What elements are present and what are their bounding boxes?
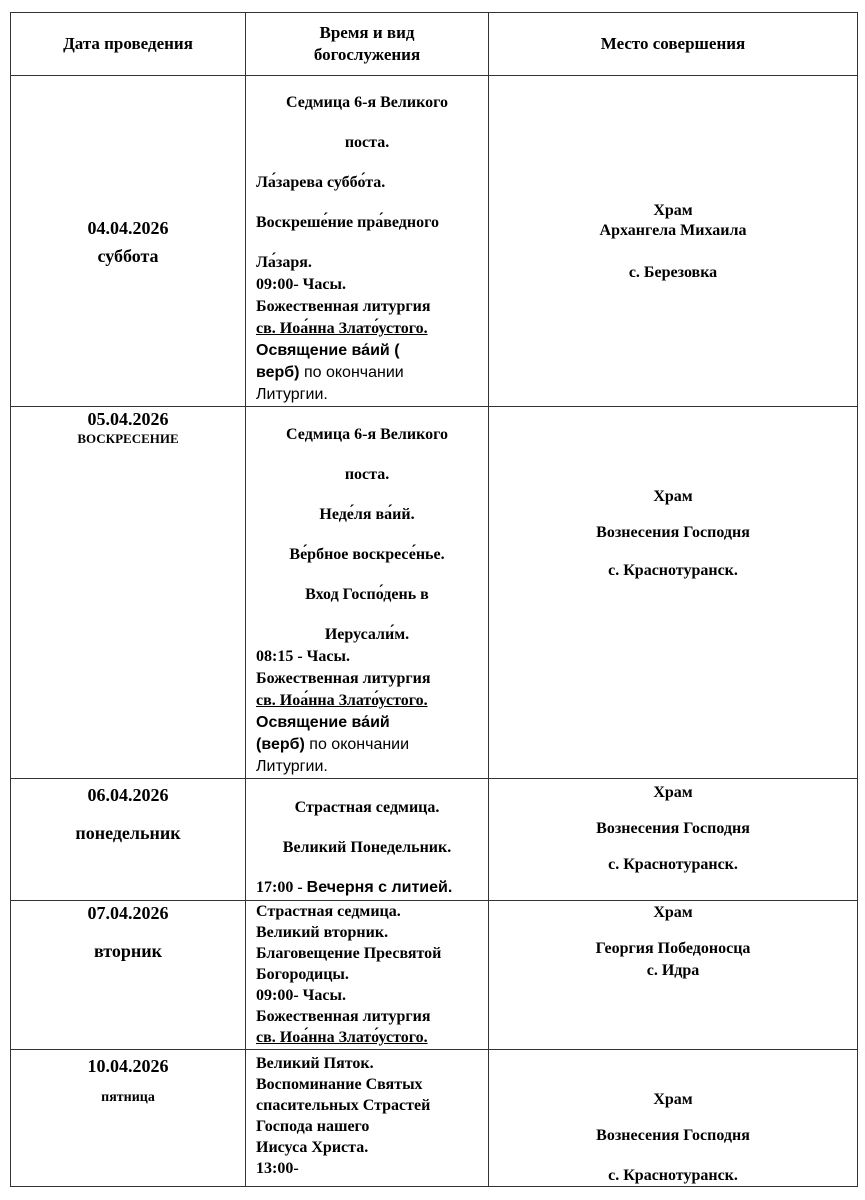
- service-line: Воспоминание Святых: [256, 1076, 423, 1093]
- place-line: Вознесения Господня: [596, 524, 750, 541]
- service-line: Великий Понедельник.: [282, 839, 452, 856]
- date-cell: [11, 76, 246, 407]
- service-line: Седмица 6-я Великого: [286, 426, 448, 443]
- service-cell: [246, 1050, 489, 1187]
- date: 04.04.2026: [87, 217, 169, 238]
- service-line: спасительных Страстей: [256, 1097, 431, 1114]
- service-line: Великий Пяток.: [256, 1055, 374, 1072]
- table-row: [11, 779, 858, 901]
- table-row: [11, 76, 858, 407]
- date-cell: [11, 901, 246, 1050]
- service-line: Литургии.: [256, 386, 328, 403]
- place-line: Храм: [653, 784, 693, 801]
- service-line: 17:00 - Вечерня с литией.: [256, 879, 453, 896]
- place-cell: [489, 901, 858, 1050]
- weekday: пятница: [101, 1090, 155, 1105]
- table-row: [11, 1050, 858, 1187]
- service-line: 08:15 - Часы.: [256, 648, 350, 665]
- place-line: Георгия Победоносца: [595, 940, 751, 957]
- service-line: Страстная седмица.: [294, 799, 440, 816]
- service-cell: [246, 779, 489, 901]
- weekday: суббота: [97, 245, 159, 266]
- place-line: Храм: [653, 1091, 693, 1108]
- date: 07.04.2026: [87, 903, 169, 923]
- place-line: Храм: [653, 488, 693, 505]
- service-line: Божественная литургия: [256, 670, 431, 687]
- service-line: 13:00-: [256, 1160, 299, 1177]
- place-line: с. Идра: [646, 962, 700, 979]
- date: 06.04.2026: [87, 785, 169, 805]
- service-line: 09:00- Часы.: [256, 276, 346, 293]
- service-line: Литургии.: [256, 758, 328, 775]
- service-line: Ла́заря.: [256, 254, 312, 271]
- service-line: св. Иоа́нна Злато́устого.: [256, 1029, 428, 1046]
- service-line: Великий вторник.: [256, 924, 389, 941]
- service-line: Воскреше́ние пра́ведного: [256, 214, 439, 231]
- service-cell: [246, 901, 489, 1050]
- service-line: поста.: [344, 466, 390, 483]
- header-row: [11, 13, 858, 76]
- header-service: Время и вид богослужения: [246, 13, 489, 76]
- service-line: св. Иоа́нна Злато́устого.: [256, 320, 428, 337]
- service-line: Ла́зарева суббо́та.: [256, 174, 386, 191]
- weekday: понедельник: [75, 823, 181, 843]
- service-line: (верб) по окончании: [256, 736, 410, 753]
- place-line: с. Березовка: [628, 264, 718, 281]
- service-line: Освящение ва́ий: [256, 714, 390, 731]
- place-line: с. Краснотуранск.: [608, 856, 738, 873]
- service-line: Вход Госпо́день в: [305, 586, 429, 603]
- service-line: поста.: [344, 134, 390, 151]
- place-cell: [489, 407, 858, 779]
- place-line: с. Краснотуранск.: [608, 562, 738, 579]
- service-cell: [246, 76, 489, 407]
- place-cell: [489, 779, 858, 901]
- header-date: Дата проведения: [11, 13, 246, 76]
- place-line: Храм: [653, 904, 693, 921]
- service-cell: [246, 407, 489, 779]
- weekday: ВОСКРЕСЕНИЕ: [77, 431, 179, 446]
- date: 05.04.2026: [87, 409, 169, 429]
- date-cell: [11, 1050, 246, 1187]
- place-line: с. Краснотуранск.: [608, 1167, 738, 1184]
- place-cell: [489, 76, 858, 407]
- table-row: [11, 407, 858, 779]
- place-line: Храм: [653, 202, 693, 219]
- service-line: Господа нашего: [256, 1118, 370, 1135]
- place-line: Архангела Михаила: [599, 222, 747, 239]
- service-line: св. Иоа́нна Злато́устого.: [256, 692, 428, 709]
- service-line: Божественная литургия: [256, 1008, 431, 1025]
- date-cell: [11, 779, 246, 901]
- date-cell: [11, 407, 246, 779]
- service-line: Ве́рбное воскресе́нье.: [289, 546, 445, 563]
- place-line: Вознесения Господня: [596, 820, 750, 837]
- service-line: Богородицы.: [256, 966, 349, 983]
- service-line: Освящение ва́ий (: [256, 342, 400, 359]
- table-row: [11, 901, 858, 1050]
- service-line: Седмица 6-я Великого: [286, 94, 448, 111]
- weekday: вторник: [93, 941, 162, 961]
- service-line: Страстная седмица.: [256, 903, 401, 920]
- service-line: Неде́ля ва́ий.: [319, 506, 415, 523]
- service-line: 09:00- Часы.: [256, 987, 346, 1004]
- header-place: Место совершения: [489, 13, 858, 76]
- service-line: Иерусали́м.: [324, 626, 410, 643]
- schedule-table: [10, 12, 858, 1187]
- service-line: Божественная литургия: [256, 298, 431, 315]
- place-cell: [489, 1050, 858, 1187]
- service-line: Иисуса Христа.: [256, 1139, 369, 1156]
- service-line: Благовещение Пресвятой: [256, 945, 442, 962]
- service-line: верб) по окончании: [256, 364, 404, 381]
- place-line: Вознесения Господня: [596, 1127, 750, 1144]
- date: 10.04.2026: [87, 1056, 169, 1076]
